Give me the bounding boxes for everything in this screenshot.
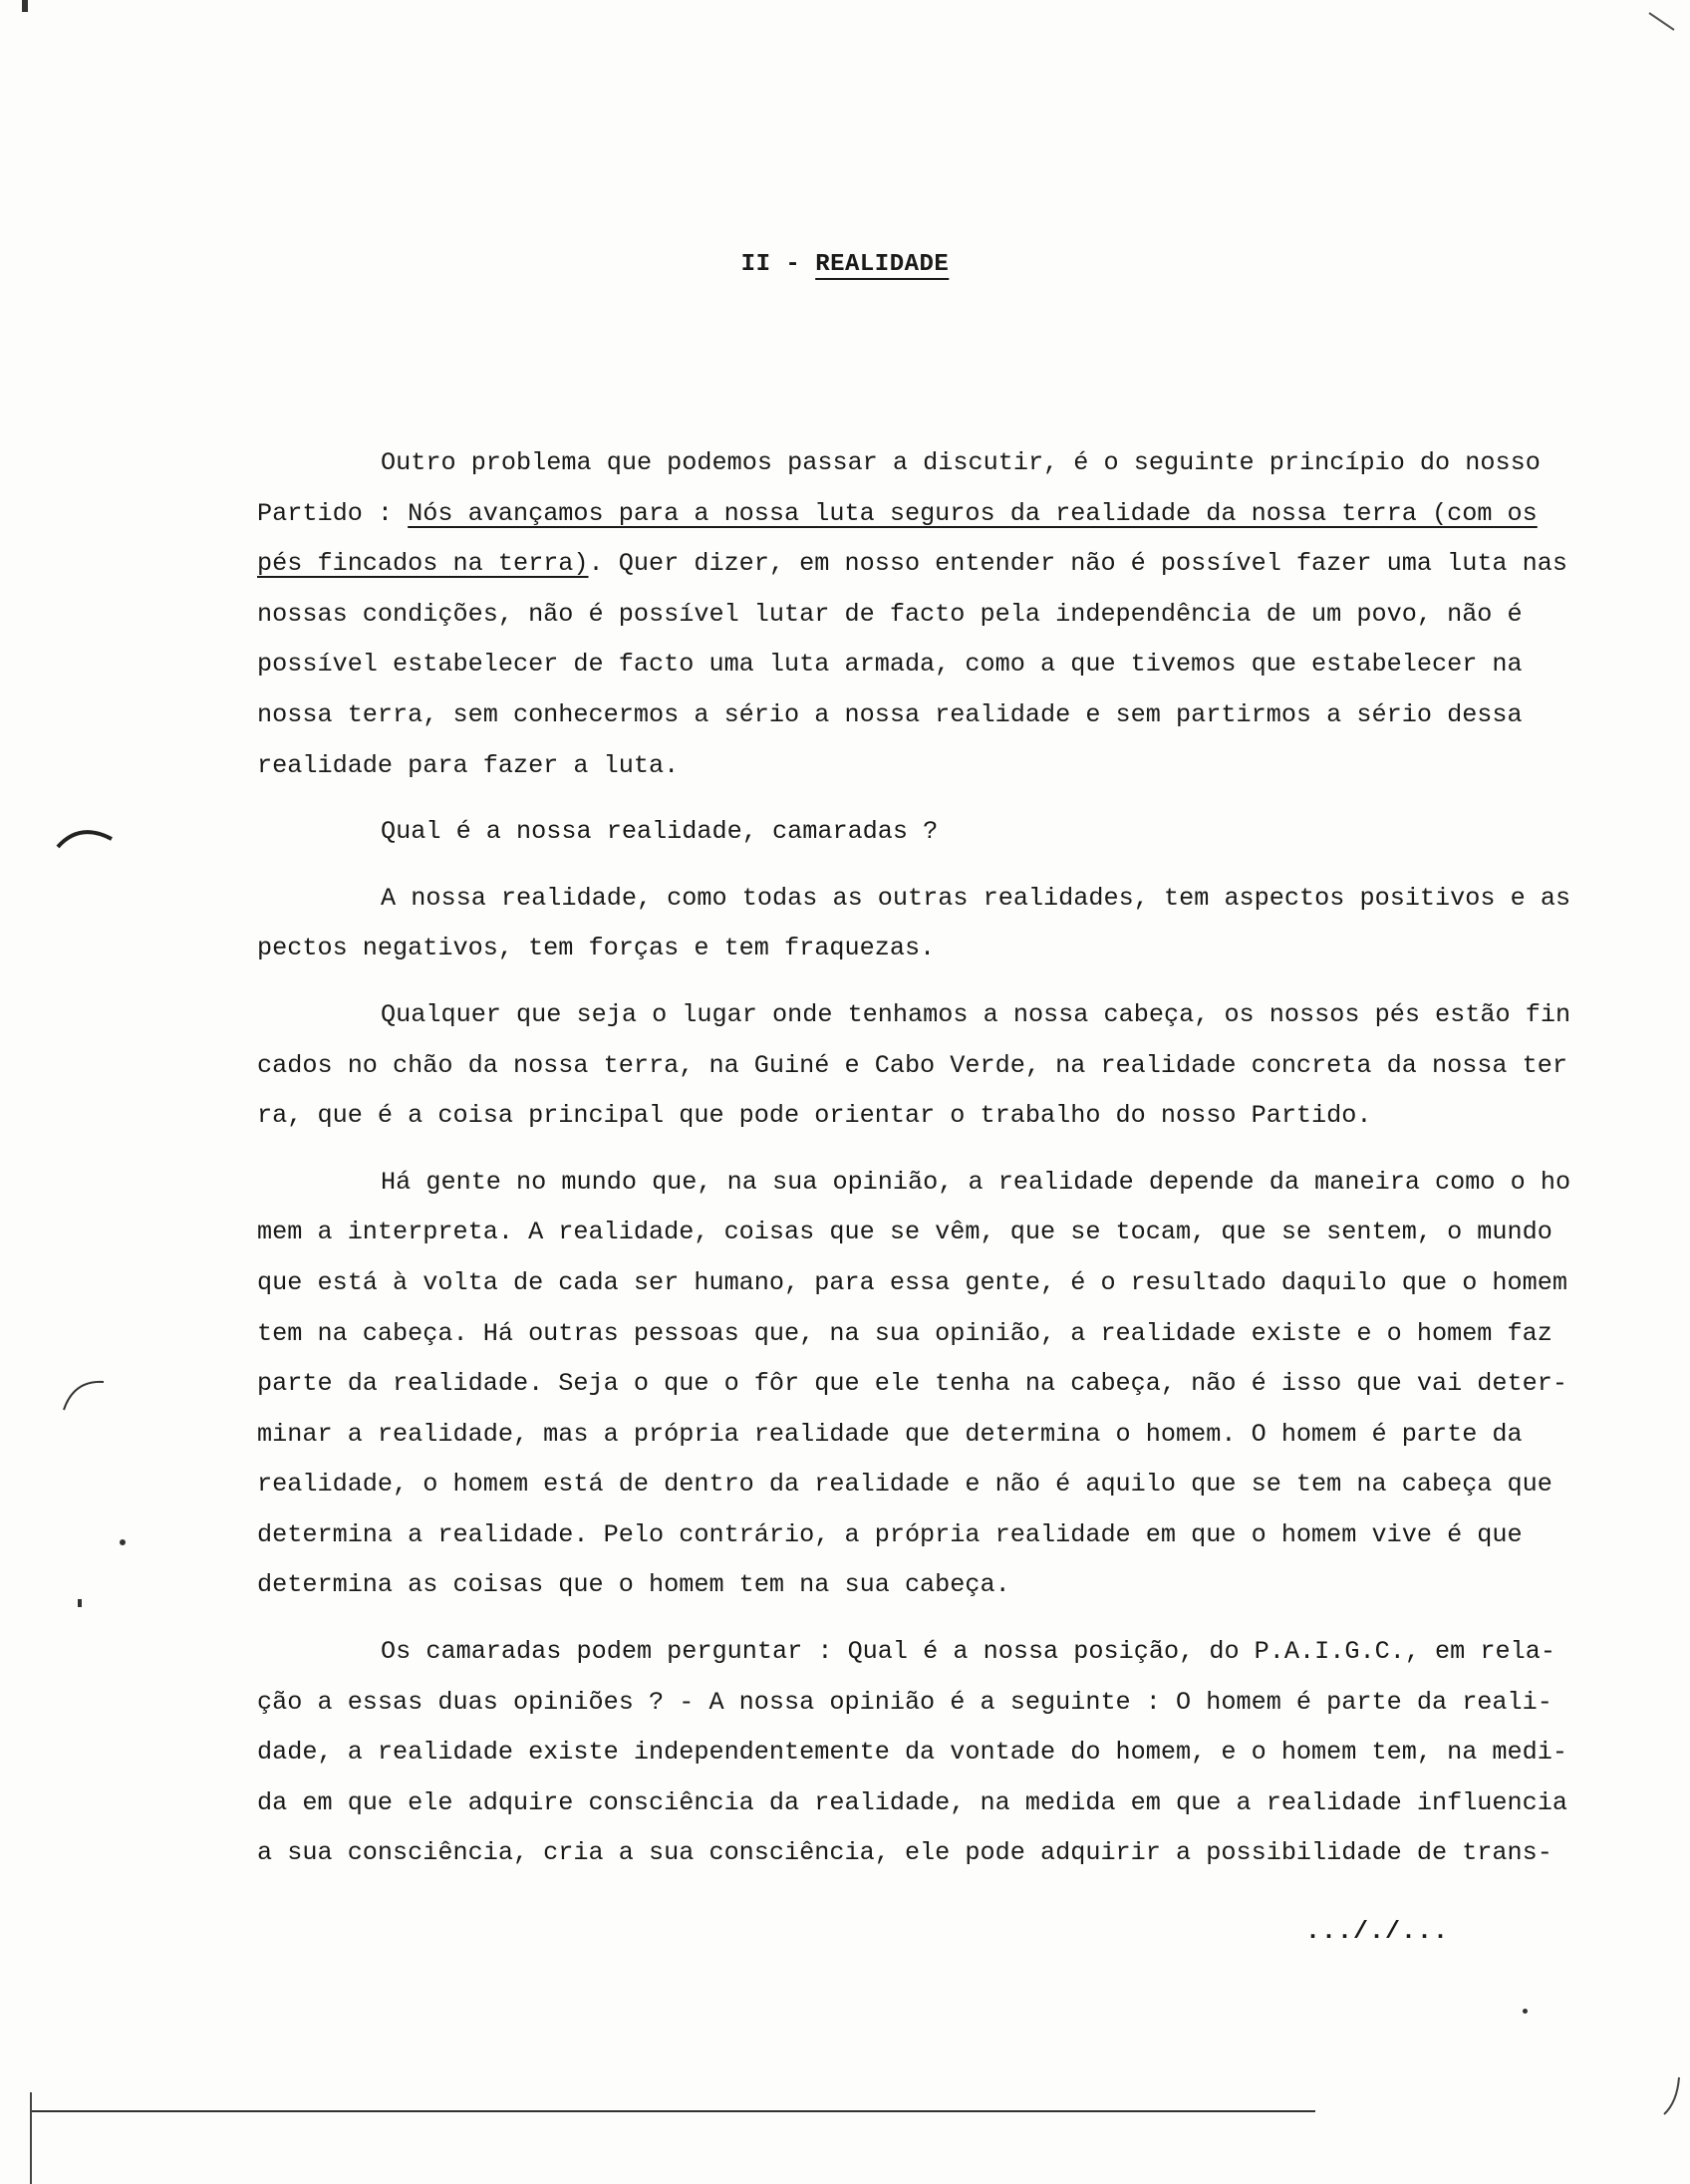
- scan-mark-icon: [50, 817, 120, 857]
- text-line: nossas condições, não é possível lutar de facto pela independência de um povo, não é: [257, 599, 1523, 629]
- text-line: tem na cabeça. Há outras pessoas que, na sua opinião, a realidade existe e o homem faz: [257, 1318, 1552, 1348]
- paragraph-3: [257, 874, 1642, 974]
- text-line: nossa terra, sem conhecermos a sério a nossa realidade e sem partirmos a sério dessa: [257, 699, 1523, 729]
- body-text: [257, 438, 1642, 1879]
- text-line: A nossa realidade, como todas as outras realidades, tem aspectos positivos e as: [381, 883, 1571, 913]
- text-line: Qual é a nossa realidade, camaradas ?: [381, 817, 939, 847]
- text-line: pectos negativos, tem forças e tem fraquezas.: [257, 934, 936, 963]
- text-line: ção a essas duas opiniões ? - A nossa opinião é a seguinte : O homem é parte da reali-: [257, 1687, 1552, 1717]
- scan-edge-line: [30, 2092, 32, 2184]
- text-line: Há gente no mundo que, na sua opinião, a realidade depende da maneira como o ho: [381, 1167, 1571, 1197]
- text-line: Outro problema que podemos passar a discutir, é o seguinte princípio do nosso: [381, 448, 1541, 477]
- text-line: realidade para fazer a luta.: [257, 750, 680, 780]
- paragraph-4: [257, 990, 1642, 1142]
- text-line: cados no chão da nossa terra, na Guiné e Cabo Verde, na realidade concreta da nossa ter: [257, 1050, 1568, 1080]
- text-line: a sua consciência, cria a sua consciência, ele pode adquirir a possibilidade de trans-: [257, 1838, 1552, 1868]
- scan-dot: [78, 1599, 82, 1607]
- scan-dot: [1523, 2009, 1528, 2014]
- section-title: REALIDADE: [815, 251, 950, 278]
- text-line: minar a realidade, mas a própria realidade que determina o homem. O homem é parte da: [257, 1419, 1523, 1449]
- underlined-principle: Nós avançamos para a nossa luta seguros da realidade da nossa terra (com os: [408, 498, 1538, 528]
- paragraph-5: [257, 1158, 1642, 1611]
- section-number: II -: [740, 251, 801, 278]
- text-line: Qualquer que seja o lugar onde tenhamos a nossa cabeça, os nossos pés estão fin: [381, 999, 1571, 1029]
- text-line: Os camaradas podem perguntar : Qual é a nossa posição, do P.A.I.G.C., em rela-: [381, 1637, 1555, 1667]
- scan-mark-icon: [56, 1370, 116, 1420]
- text-line: realidade, o homem está de dentro da realidade e não é aquilo que se tem na cabeça que: [257, 1470, 1552, 1500]
- text-line: da em que ele adquire consciência da realidade, na medida em que a realidade influencia: [257, 1787, 1568, 1817]
- paragraph-6: [257, 1627, 1642, 1879]
- text-line: ra, que é a coisa principal que pode orientar o trabalho do nosso Partido.: [257, 1101, 1372, 1131]
- text-line: parte da realidade. Seja o que o fôr que ele tenha na cabeça, não é isso que vai deter-: [257, 1369, 1568, 1399]
- text-line: determina as coisas que o homem tem na sua cabeça.: [257, 1570, 1010, 1600]
- scan-mark-icon: [1659, 2072, 1689, 2122]
- text-line: possível estabelecer de facto uma luta armada, como a que tivemos que estabelecer na: [257, 650, 1523, 680]
- text-line: mem a interpreta. A realidade, coisas que se vêm, que se tocam, que se sentem, o mundo: [257, 1218, 1552, 1247]
- underlined-principle-end: pés fincados na terra): [257, 549, 589, 579]
- paragraph-1: [257, 438, 1642, 791]
- text-line: que está à volta de cada ser humano, para essa gente, é o resultado daquilo que o homem: [257, 1267, 1568, 1297]
- scan-edge-line: [30, 2110, 1315, 2112]
- text-line: dade, a realidade existe independentemente da vontade do homem, e o homem tem, na medi-: [257, 1738, 1568, 1768]
- scan-dot: [22, 0, 28, 12]
- continuation-mark: ..././...: [1305, 1917, 1450, 1946]
- scan-dot: [120, 1539, 126, 1545]
- text-line: [257, 489, 1642, 540]
- text-line: determina a realidade. Pelo contrário, a própria realidade em que o homem vive é que: [257, 1519, 1523, 1549]
- paragraph-2: [257, 807, 1642, 858]
- text-line: [257, 539, 1642, 590]
- scan-mark-icon: [1644, 8, 1684, 38]
- text-fragment: . Quer dizer, em nosso entender não é possível fazer uma luta nas: [588, 549, 1568, 579]
- section-heading: [0, 251, 1690, 278]
- text-fragment: Partido :: [257, 498, 409, 528]
